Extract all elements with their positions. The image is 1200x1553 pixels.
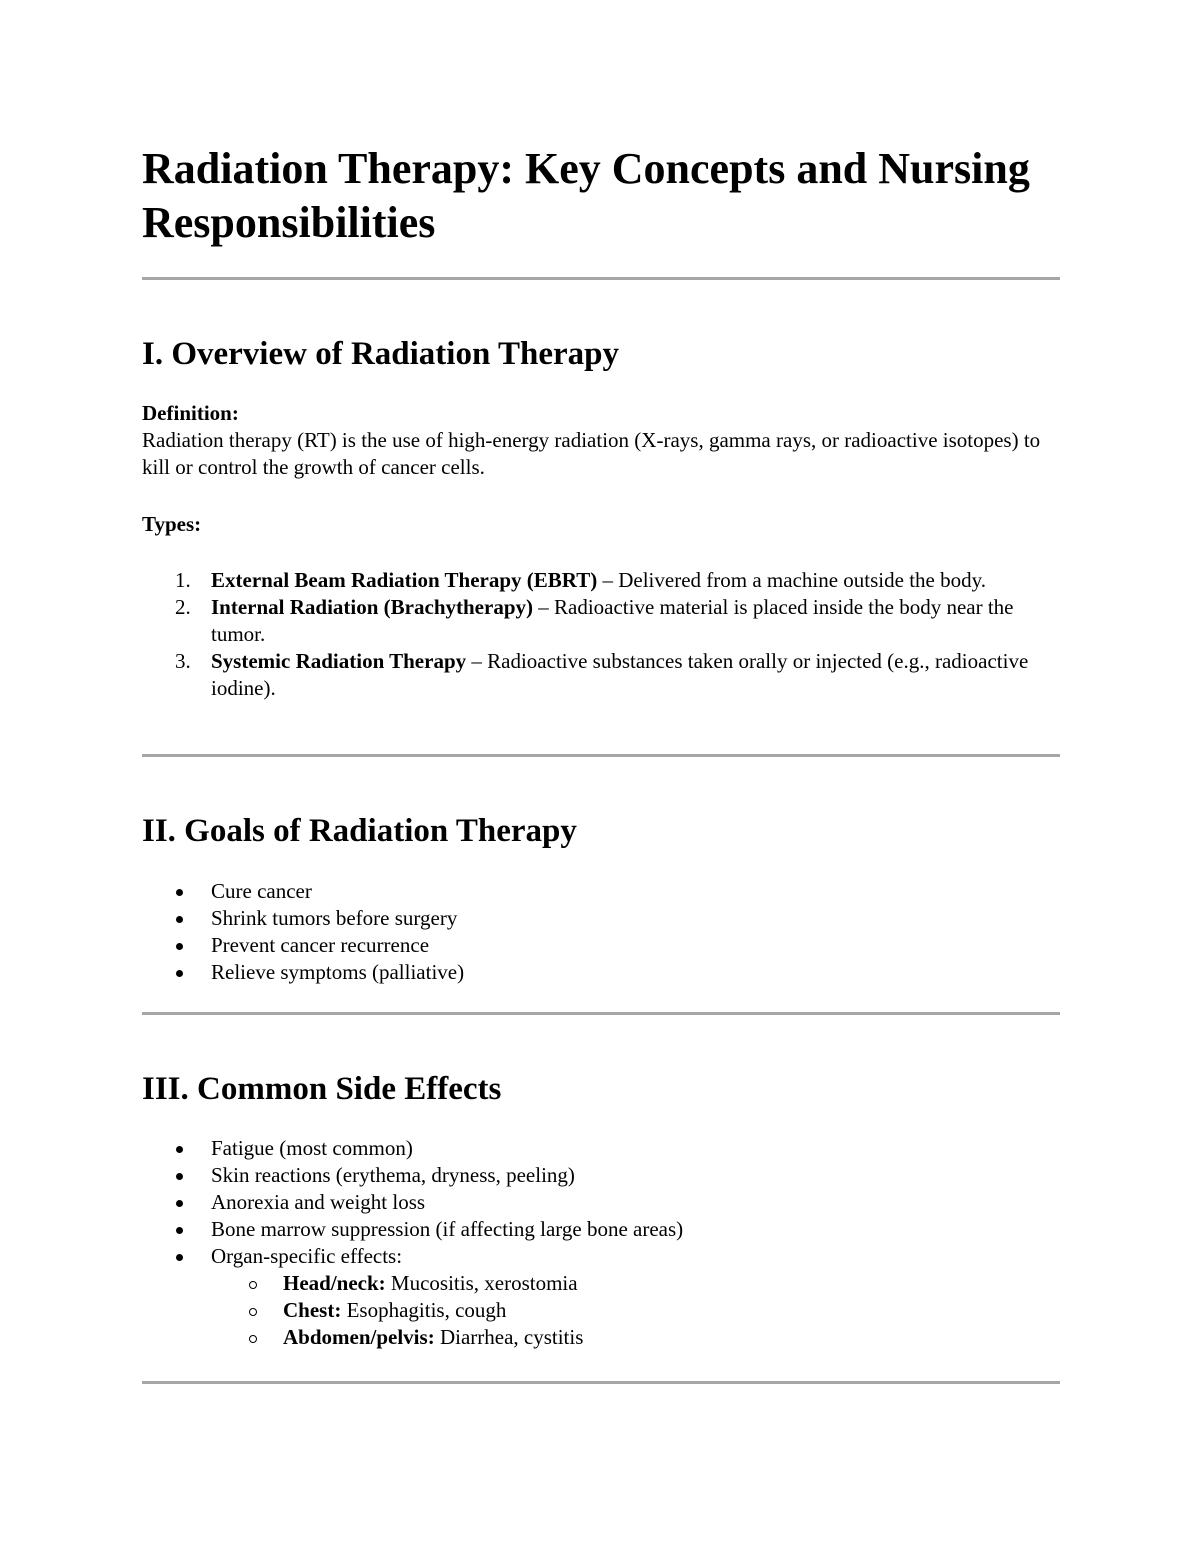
horizontal-rule [142, 754, 1060, 757]
sub-list-item: Head/neck: Mucositis, xerostomia [142, 1270, 1060, 1297]
list-item: Skin reactions (erythema, dryness, peeling) [142, 1162, 1060, 1189]
goals-list [142, 878, 1060, 986]
circle-bullet-icon [249, 1281, 257, 1289]
list-item: 2. Internal Radiation (Brachytherapy) – Radioactive material is placed inside the body near the tumor. [175, 595, 1014, 646]
list-item: Relieve symptoms (palliative) [142, 959, 1060, 986]
list-item: 1. External Beam Radiation Therapy (EBRT) – Delivered from a machine outside the body. [175, 568, 987, 592]
bullet-icon [176, 1200, 183, 1207]
sub-list-item: Abdomen/pelvis: Diarrhea, cystitis [142, 1324, 1060, 1351]
circle-bullet-icon [249, 1308, 257, 1316]
bullet-icon [176, 889, 183, 896]
section-heading-overview: I. Overview of Radiation Therapy [142, 336, 619, 372]
list-item: Anorexia and weight loss [142, 1189, 1060, 1216]
definition-label: Definition: [142, 401, 239, 425]
definition-text: Radiation therapy (RT) is the use of high-energy radiation (X-rays, gamma rays, or radioactive isotopes) to kill or control the growth of cancer cells. [142, 428, 1041, 479]
list-item: Organ-specific effects: [142, 1243, 1060, 1270]
side-effects-list [142, 1135, 1060, 1351]
bullet-icon [176, 1146, 183, 1153]
list-item: Fatigue (most common) [142, 1135, 1060, 1162]
bullet-icon [176, 970, 183, 977]
types-label: Types: [142, 512, 202, 536]
document-title: Radiation Therapy: Key Concepts and Nursing Responsibilities [142, 144, 1030, 247]
bullet-icon [176, 1254, 183, 1261]
bullet-icon [176, 943, 183, 950]
horizontal-rule [142, 1012, 1060, 1015]
bullet-icon [176, 1227, 183, 1234]
bullet-icon [176, 916, 183, 923]
sub-list-item: Chest: Esophagitis, cough [142, 1297, 1060, 1324]
list-item: Prevent cancer recurrence [142, 932, 1060, 959]
horizontal-rule [142, 1381, 1060, 1384]
list-item: Cure cancer [142, 878, 1060, 905]
list-item: 3. Systemic Radiation Therapy – Radioactive substances taken orally or injected (e.g., radioactive iodine). [175, 649, 1029, 700]
circle-bullet-icon [249, 1335, 257, 1343]
list-item: Bone marrow suppression (if affecting large bone areas) [142, 1216, 1060, 1243]
section-heading-goals: II. Goals of Radiation Therapy [142, 813, 577, 849]
bullet-icon [176, 1173, 183, 1180]
types-list [142, 567, 1060, 702]
horizontal-rule [142, 277, 1060, 280]
section-heading-side-effects: III. Common Side Effects [142, 1071, 502, 1107]
list-item: Shrink tumors before surgery [142, 905, 1060, 932]
